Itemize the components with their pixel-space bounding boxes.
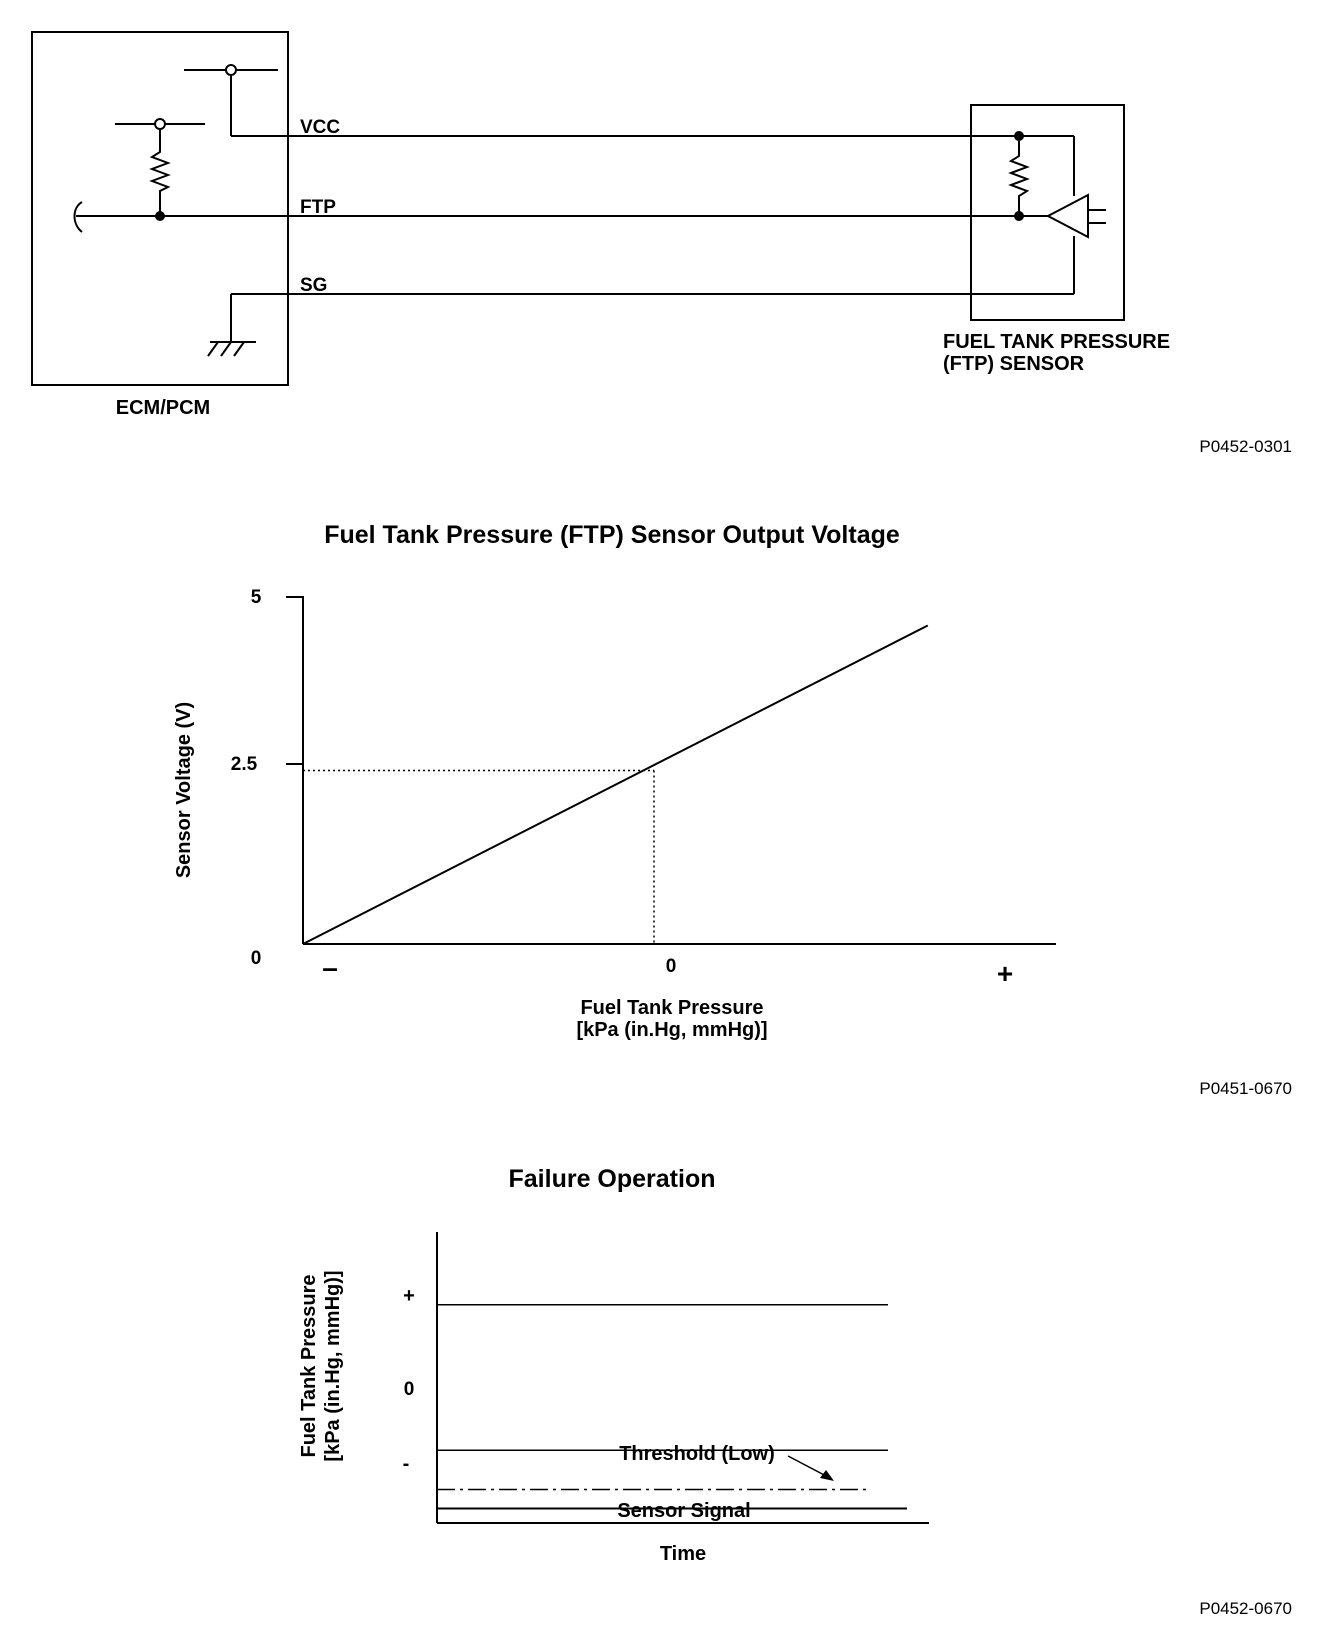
threshold-arrow-icon (820, 1470, 834, 1481)
voltage-y-label-0: 0 (250, 948, 262, 969)
vcc-label: VCC (300, 117, 341, 138)
sensor-signal-label: Sensor Signal (617, 1500, 751, 1522)
voltage-series-line (303, 625, 928, 944)
pullup-terminal-icon (155, 119, 165, 129)
voltage-x-label-minus: – (322, 952, 338, 983)
sensor-label-line2: (FTP) SENSOR (943, 353, 1085, 375)
failure-y-label-plus: + (403, 1285, 415, 1307)
ftp-sensor-box (971, 105, 1124, 320)
voltage-y-label-5: 5 (250, 587, 262, 608)
voltage-x-label-plus: + (996, 958, 1014, 989)
voltage-figure-code: P0451-0670 (1199, 1079, 1292, 1098)
voltage-chart-title: Fuel Tank Pressure (FTP) Sensor Output Voltage (324, 521, 900, 549)
failure-y-label-0: 0 (403, 1379, 415, 1400)
sensor-amplifier-icon (1048, 195, 1088, 237)
failure-x-axis-title: Time (659, 1543, 707, 1565)
failure-figure-code: P0452-0670 (1199, 1599, 1292, 1618)
failure-chart (298, 1165, 1292, 1618)
voltage-x-axis-title-line1: Fuel Tank Pressure (580, 997, 764, 1019)
sensor-ftp-junction (1014, 211, 1024, 221)
sensor-vcc-junction (1014, 131, 1024, 141)
voltage-x-label-0: 0 (665, 956, 677, 977)
sensor-resistor-icon (1011, 141, 1027, 216)
vcc-terminal-icon (226, 65, 236, 75)
ecm-label: ECM/PCM (115, 397, 211, 419)
voltage-x-axis-title-line2: [kPa (in.Hg, mmHg)] (576, 1019, 768, 1041)
failure-y-axis-title-line2: [kPa (in.Hg, mmHg)] (322, 1270, 344, 1462)
wiring-schematic (32, 32, 1292, 456)
voltage-y-axis-title: Sensor Voltage (V) (173, 701, 195, 879)
threshold-pointer-line (788, 1456, 828, 1477)
threshold-low-label: Threshold (Low) (619, 1443, 775, 1465)
sensor-label-line1: FUEL TANK PRESSURE (943, 331, 1171, 353)
ground-icon (208, 342, 256, 356)
ftp-label: FTP (300, 197, 336, 218)
failure-y-axis-title-line1: Fuel Tank Pressure (298, 1274, 320, 1458)
failure-chart-title: Failure Operation (508, 1165, 716, 1193)
voltage-y-label-2-5: 2.5 (230, 754, 258, 775)
failure-y-label-minus: - (402, 1453, 410, 1475)
ecm-pullup-resistor-icon (152, 129, 168, 216)
sg-label: SG (300, 275, 328, 296)
schematic-figure-code: P0452-0301 (1199, 437, 1292, 456)
voltage-chart (173, 521, 1292, 1098)
